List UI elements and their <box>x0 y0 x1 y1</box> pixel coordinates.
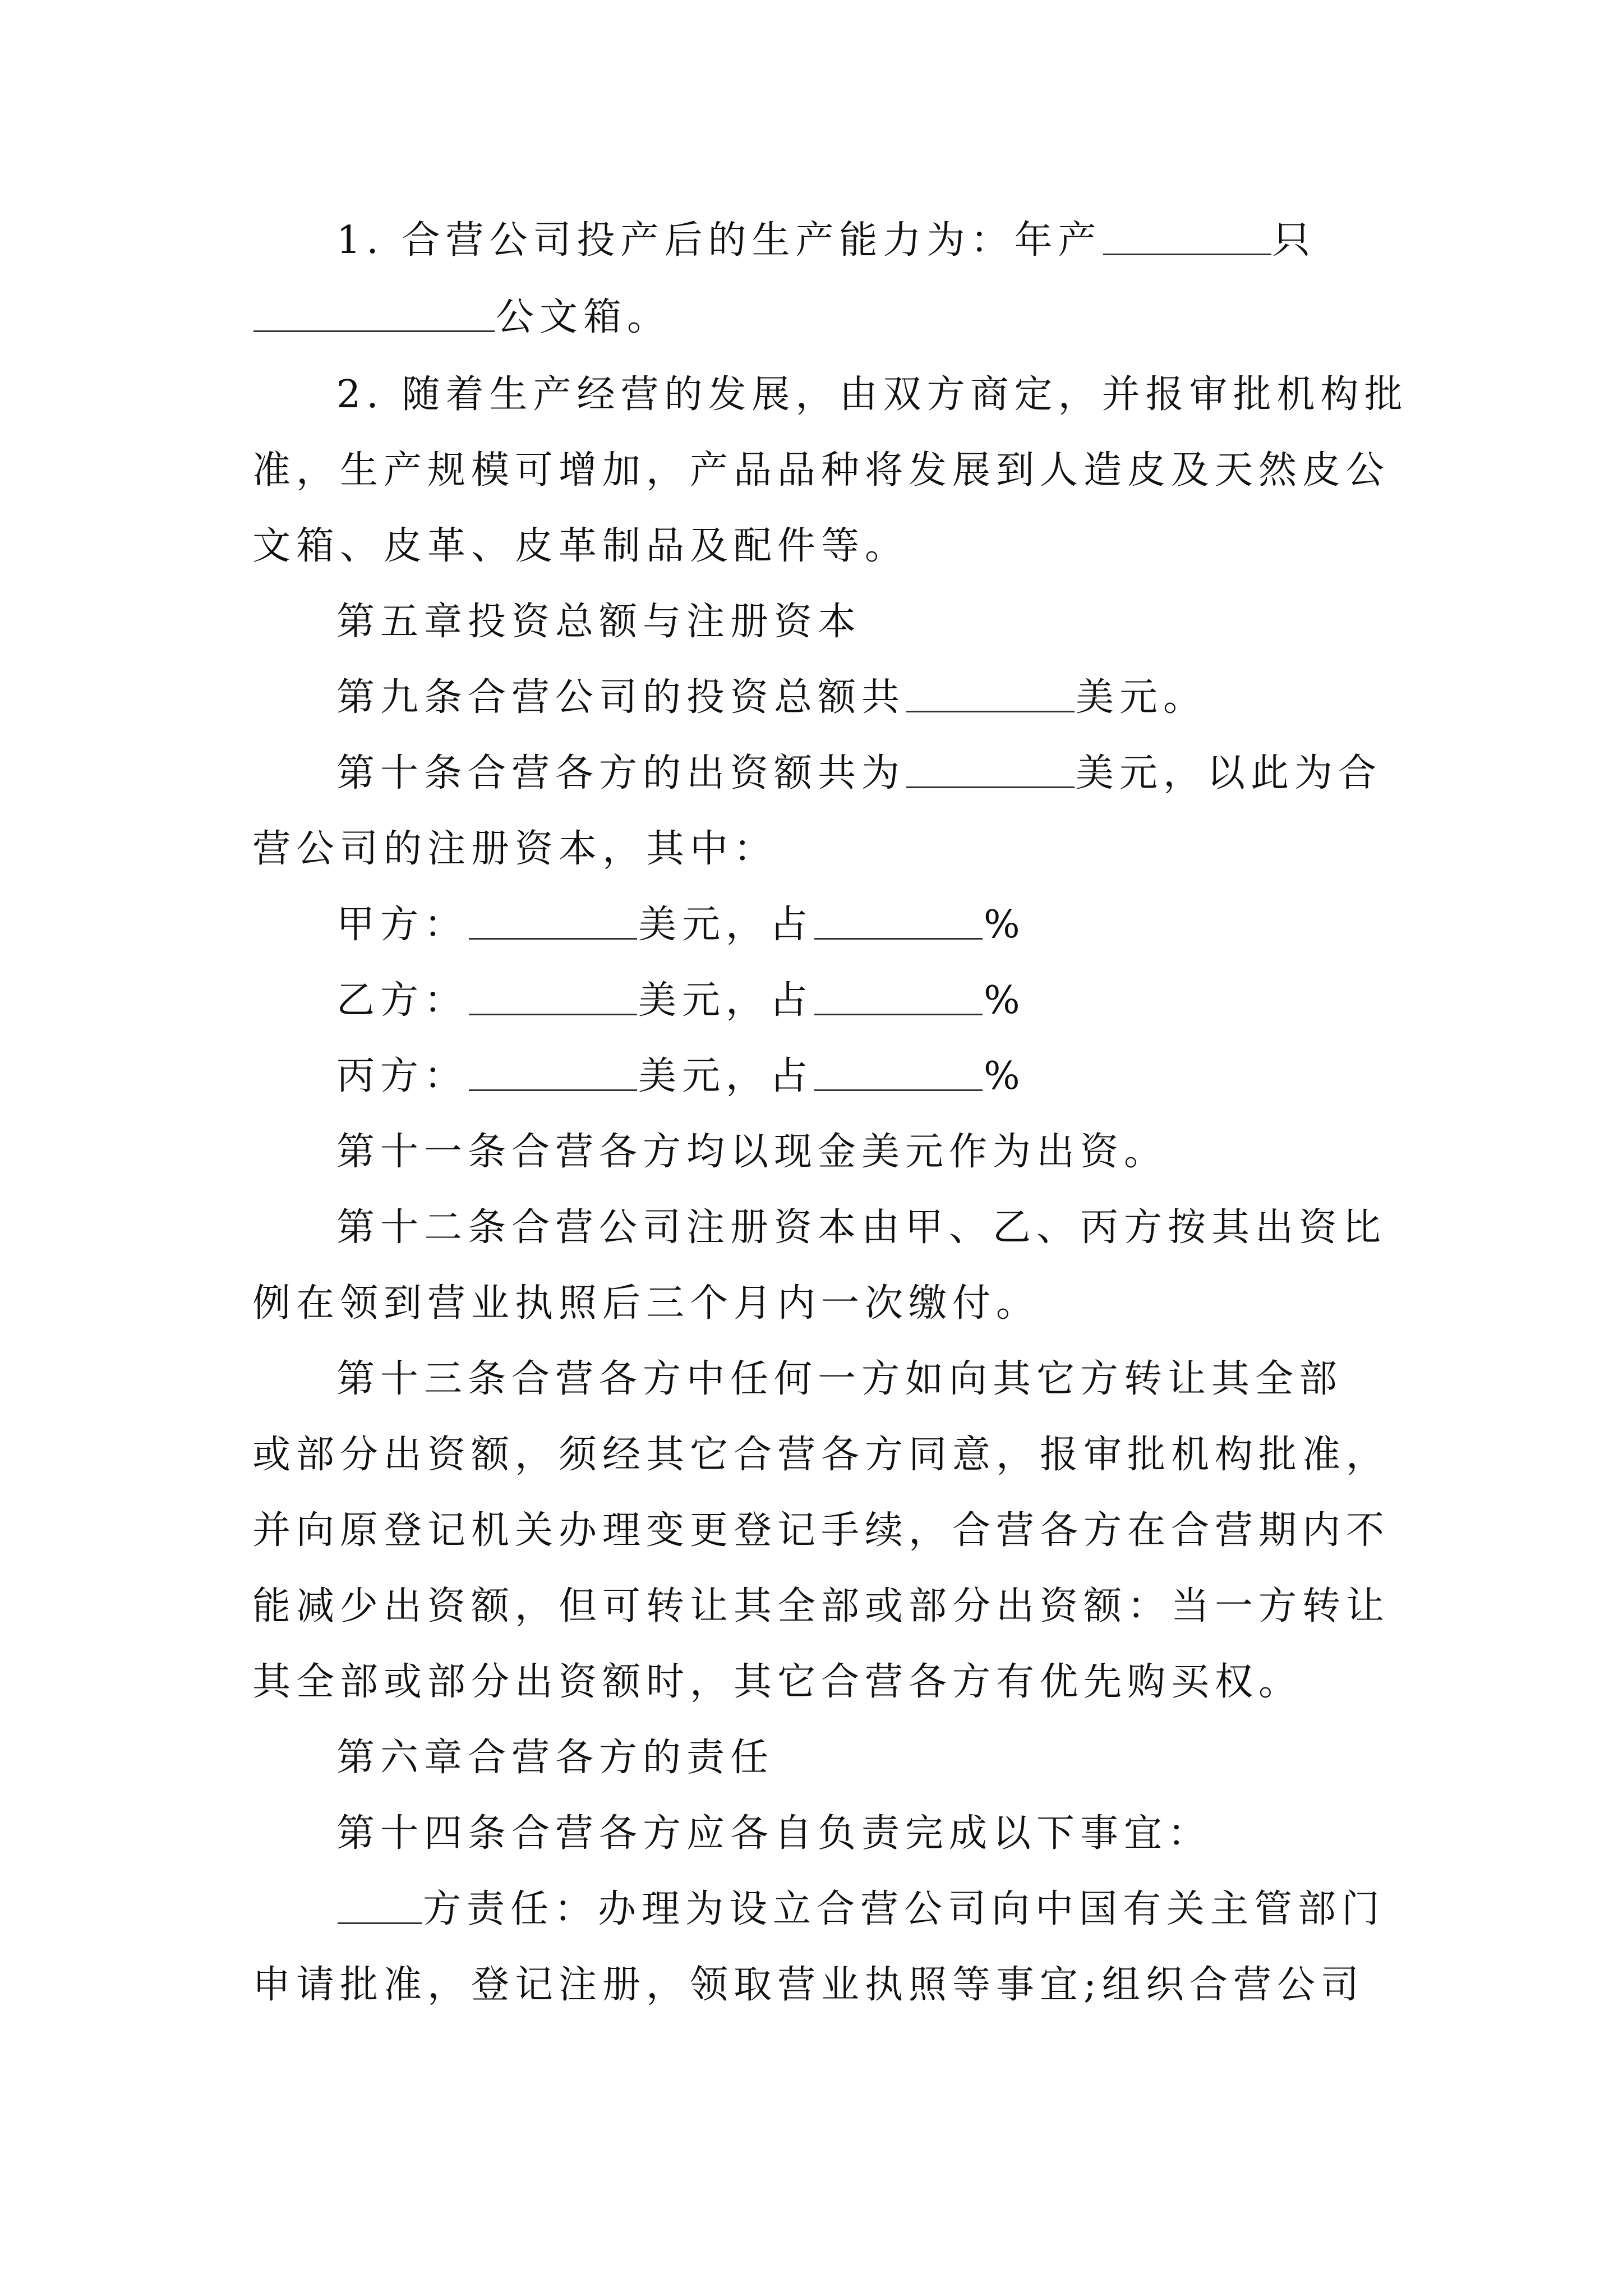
line-briefcase: 公文箱。 <box>252 293 671 342</box>
blank-field <box>338 1888 422 1924</box>
paragraph-line: 申请批准，登记注册，领取营业执照等事宜;组织合营公司 <box>252 1963 1364 2007</box>
party-b-line: 乙方： 美元，占 % <box>336 978 1026 1023</box>
paragraph-line: 能减少出资额，但可转让其全部或部分出资额：当一方转让 <box>252 1584 1390 1628</box>
paragraph-line: 准，生产规模可增加，产品品种将发展到人造皮及天然皮公 <box>252 448 1390 493</box>
blank-field <box>253 296 495 332</box>
blank-field <box>1103 219 1271 255</box>
blank-field <box>814 903 983 940</box>
blank-field <box>906 752 1075 788</box>
party-responsibility-line: 方责任：办理为设立合营公司向中国有关主管部门 <box>336 1885 1385 1934</box>
paragraph-line: 2. 随着生产经营的发展，由双方商定，并报审批机构批 <box>336 372 1408 417</box>
paragraph-line: 文箱、皮革、皮革制品及配件等。 <box>252 524 909 568</box>
paragraph-line: 营公司的注册资本，其中： <box>252 827 778 871</box>
article-11: 第十一条合营各方均以现金美元作为出资。 <box>336 1130 1168 1174</box>
article-13: 第十三条合营各方中任何一方如向其它方转让其全部 <box>336 1357 1343 1401</box>
article-14: 第十四条合营各方应各自负责完成以下事宜： <box>336 1811 1212 1856</box>
party-c-line: 丙方： 美元，占 % <box>336 1054 1026 1098</box>
party-a-line: 甲方： 美元，占 % <box>336 903 1026 947</box>
paragraph-line: 例在领到营业执照后三个月内一次缴付。 <box>252 1281 1040 1326</box>
article-10: 第十条合营各方的出资额共为 美元，以此为合 <box>336 751 1382 795</box>
paragraph-line: 其全部或部分出资额时，其它合营各方有优先购买权。 <box>252 1660 1303 1704</box>
paragraph-line: 或部分出资额，须经其它合营各方同意，报审批机构批准， <box>252 1433 1390 1477</box>
blank-field <box>814 1055 983 1091</box>
line-production-capacity: 1. 合营公司投产后的生产能力为：年产 只 <box>336 218 1316 263</box>
chapter-heading: 第六章合营各方的责任 <box>336 1736 774 1780</box>
paragraph-line: 并向原登记机关办理变更登记手续，合营各方在合营期内不 <box>252 1508 1390 1553</box>
blank-field <box>906 676 1075 712</box>
blank-field <box>469 1055 637 1091</box>
blank-field <box>469 903 637 940</box>
blank-field <box>814 979 983 1015</box>
chapter-heading: 第五章投资总额与注册资本 <box>336 600 862 644</box>
article-12: 第十二条合营公司注册资本由甲、乙、丙方按其出资比 <box>336 1205 1387 1250</box>
article-9: 第九条合营公司的投资总额共 美元。 <box>336 675 1207 720</box>
blank-field <box>469 979 637 1015</box>
